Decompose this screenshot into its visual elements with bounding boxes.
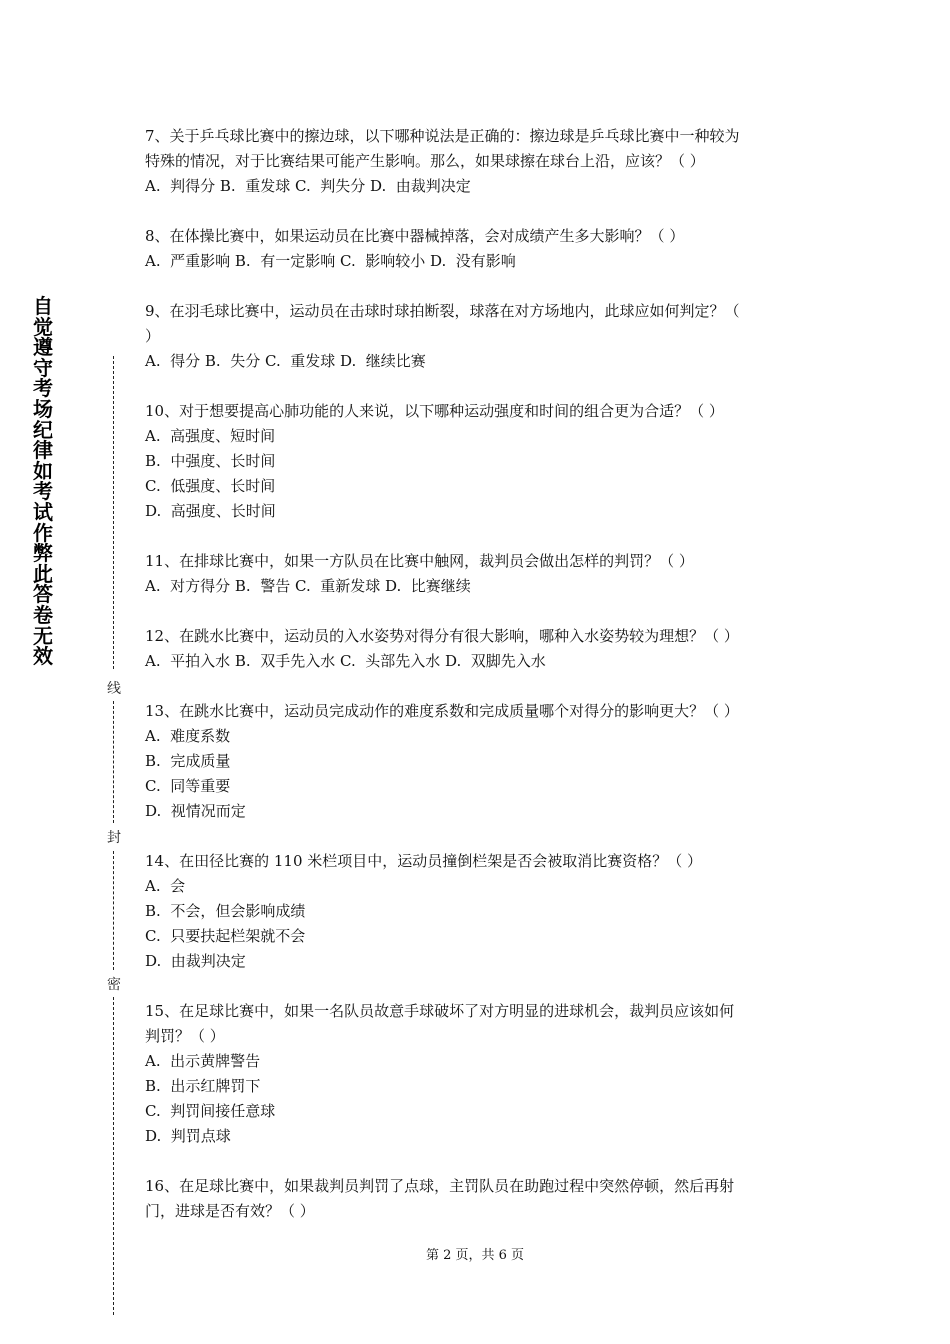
binding-line-segment — [113, 356, 114, 669]
question-line: B. 出示红牌罚下 — [145, 1077, 261, 1095]
question-line: 16、在足球比赛中，如果裁判员判罚了点球，主罚队员在助跑过程中突然停顿，然后再射 — [145, 1177, 735, 1195]
question-line: D. 由裁判决定 — [145, 952, 246, 970]
question-block — [145, 624, 815, 674]
question-line: 11、在排球比赛中，如果一方队员在比赛中触网，裁判员会做出怎样的判罚？（ ） — [145, 552, 694, 570]
question-line: 7、关于乒乓球比赛中的擦边球，以下哪种说法是正确的：擦边球是乒乓球比赛中一种较为 — [145, 127, 740, 145]
question-line: B. 不会，但会影响成绩 — [145, 902, 306, 920]
question-line: A. 会 — [145, 877, 186, 895]
binding-line-segment — [113, 997, 114, 1315]
binding-notice: 自觉遵守考场纪律如考试作弊此答卷无效 — [33, 294, 53, 669]
question-line: 特殊的情况，对于比赛结果可能产生影响。那么，如果球擦在球台上沿，应该？（ ） — [145, 152, 705, 170]
question-line: A. 难度系数 — [145, 727, 231, 745]
question-line: C. 判罚间接任意球 — [145, 1102, 276, 1120]
question-block — [145, 1174, 815, 1224]
seal-label-seal: 封 — [107, 830, 121, 846]
question-line: A. 判得分 B. 重发球 C. 判失分 D. 由裁判决定 — [145, 177, 471, 195]
question-line: C. 只要扶起栏架就不会 — [145, 927, 306, 945]
seal-label-close: 密 — [107, 977, 121, 993]
question-block — [145, 849, 815, 974]
question-list — [145, 124, 815, 1249]
question-line: 判罚？（ ） — [145, 1027, 225, 1045]
question-line: C. 同等重要 — [145, 777, 231, 795]
question-block — [145, 224, 815, 274]
question-line: 8、在体操比赛中，如果运动员在比赛中器械掉落，会对成绩产生多大影响？（ ） — [145, 227, 685, 245]
question-line: A. 高强度、短时间 — [145, 427, 276, 445]
binding-line-segment — [113, 701, 114, 823]
question-block — [145, 999, 815, 1149]
seal-label-line: 线 — [107, 681, 121, 697]
question-line: A. 平拍入水 B. 双手先入水 C. 头部先入水 D. 双脚先入水 — [145, 652, 546, 670]
question-line: 13、在跳水比赛中，运动员完成动作的难度系数和完成质量哪个对得分的影响更大？（ ） — [145, 702, 739, 720]
question-line: 15、在足球比赛中，如果一名队员故意手球破坏了对方明显的进球机会，裁判员应该如何 — [145, 1002, 735, 1020]
binding-line-segment — [113, 851, 114, 970]
question-line: D. 判罚点球 — [145, 1127, 231, 1145]
question-block — [145, 124, 815, 199]
question-line: 10、对于想要提高心肺功能的人来说，以下哪种运动强度和时间的组合更为合适？（ ） — [145, 402, 724, 420]
question-line: 12、在跳水比赛中，运动员的入水姿势对得分有很大影响，哪种入水姿势较为理想？（ ） — [145, 627, 739, 645]
question-block — [145, 299, 815, 374]
question-line: B. 中强度、长时间 — [145, 452, 276, 470]
question-line: C. 低强度、长时间 — [145, 477, 276, 495]
question-line: D. 视情况而定 — [145, 802, 246, 820]
question-line: D. 高强度、长时间 — [145, 502, 276, 520]
question-block — [145, 549, 815, 599]
question-line: 9、在羽毛球比赛中，运动员在击球时球拍断裂，球落在对方场地内，此球应如何判定？（ — [145, 302, 740, 320]
question-line: A. 严重影响 B. 有一定影响 C. 影响较小 D. 没有影响 — [145, 252, 516, 270]
question-line: 14、在田径比赛的 110 米栏项目中，运动员撞倒栏架是否会被取消比赛资格？（ ） — [145, 852, 703, 870]
question-line: ） — [145, 327, 161, 345]
question-block — [145, 399, 815, 524]
question-line: A. 对方得分 B. 警告 C. 重新发球 D. 比赛继续 — [145, 577, 471, 595]
question-line: A. 得分 B. 失分 C. 重发球 D. 继续比赛 — [145, 352, 426, 370]
question-block — [145, 699, 815, 824]
page-number: 第 2 页，共 6 页 — [425, 1248, 525, 1263]
question-line: A. 出示黄牌警告 — [145, 1052, 261, 1070]
question-line: B. 完成质量 — [145, 752, 231, 770]
question-line: 门，进球是否有效？（ ） — [145, 1202, 315, 1220]
